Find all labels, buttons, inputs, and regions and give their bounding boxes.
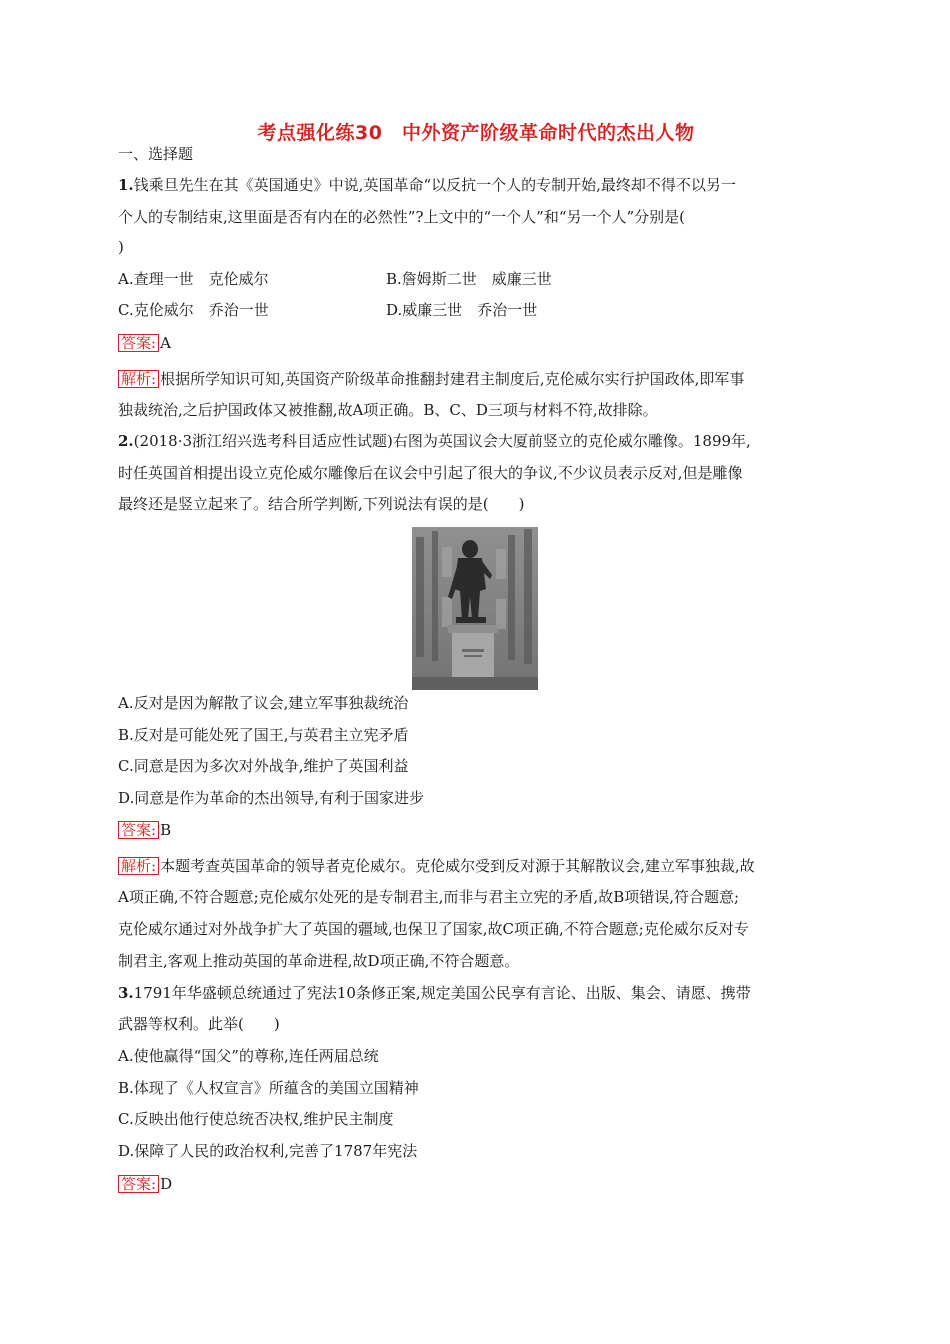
analysis-text: 独裁统治,之后护国政体又被推翻,故A项正确。B、C、D三项与材料不符,故排除。 — [118, 401, 658, 419]
answer-value: A — [160, 334, 171, 352]
option-c: C.同意是因为多次对外战争,维护了英国利益 — [118, 757, 409, 775]
question-number: 1. — [118, 176, 134, 194]
analysis-line — [118, 370, 744, 388]
answer-line — [118, 1175, 172, 1193]
option-d: D.威廉三世 乔治一世 — [386, 301, 538, 319]
answer-value: D — [160, 1175, 173, 1193]
question-text: ) — [118, 238, 124, 256]
answer-tag: 答案: — [118, 821, 159, 839]
option-b: B.反对是可能处死了国王,与英君主立宪矛盾 — [118, 726, 409, 744]
question-text: 最终还是竖立起来了。结合所学判断,下列说法有误的是( ) — [118, 495, 525, 513]
analysis-tag: 解析: — [118, 857, 159, 875]
analysis-text: 本题考查英国革命的领导者克伦威尔。克伦威尔受到反对源于其解散议会,建立军事独裁,故 — [160, 857, 755, 875]
question-text: 个人的专制结束,这里面是否有内在的必然性”?上文中的“一个人”和“另一个人”分别是( — [118, 208, 686, 226]
statue-image — [412, 527, 538, 690]
question-text: 钱乘旦先生在其《英国通史》中说,英国革命“以反抗一个人的专制开始,最终却不得不以另一 — [133, 176, 736, 194]
page-title: 考点强化练30 中外资产阶级革命时代的杰出人物 — [257, 122, 695, 144]
question-number: 2. — [118, 432, 134, 450]
analysis-text: 克伦威尔通过对外战争扩大了英国的疆域,也保卫了国家,故C项正确,不符合题意;克伦威尔反对专 — [118, 920, 749, 938]
analysis-text: 根据所学知识可知,英国资产阶级革命推翻封建君主制度后,克伦威尔实行护国政体,即军事 — [160, 370, 745, 388]
answer-line — [118, 821, 171, 839]
option-a: A.反对是因为解散了议会,建立军事独裁统治 — [118, 694, 409, 712]
analysis-tag: 解析: — [118, 370, 159, 388]
question-number: 3. — [118, 984, 134, 1002]
question-text: 1791年华盛顿总统通过了宪法10条修正案,规定美国公民享有言论、出版、集会、请愿、携带 — [133, 984, 751, 1002]
question-text: (2018·3浙江绍兴选考科目适应性试题)右图为英国议会大厦前竖立的克伦威尔雕像。1899年, — [133, 432, 751, 450]
option-b: B.詹姆斯二世 威廉三世 — [386, 270, 552, 288]
answer-line — [118, 334, 171, 352]
option-c: C.克伦威尔 乔治一世 — [118, 301, 269, 319]
cromwell-statue-photo — [412, 527, 538, 690]
section-heading: 一、选择题 — [118, 145, 194, 163]
option-b: B.体现了《人权宣言》所蕴含的美国立国精神 — [118, 1079, 419, 1097]
option-d: D.保障了人民的政治权利,完善了1787年宪法 — [118, 1142, 418, 1160]
option-d: D.同意是作为革命的杰出领导,有利于国家进步 — [118, 789, 425, 807]
question-text: 武器等权利。此举( ) — [118, 1015, 280, 1033]
analysis-text: 制君主,客观上推动英国的革命进程,故D项正确,不符合题意。 — [118, 952, 520, 970]
answer-tag: 答案: — [118, 1175, 159, 1193]
option-c: C.反映出他行使总统否决权,维护民主制度 — [118, 1110, 394, 1128]
option-a: A.使他赢得“国父”的尊称,连任两届总统 — [118, 1047, 379, 1065]
answer-value: B — [160, 821, 172, 839]
option-a: A.查理一世 克伦威尔 — [118, 270, 269, 288]
answer-tag: 答案: — [118, 334, 159, 352]
analysis-line — [118, 857, 755, 875]
question-text: 时任英国首相提出设立克伦威尔雕像后在议会中引起了很大的争议,不少议员表示反对,但是雕像 — [118, 464, 743, 482]
analysis-text: A项正确,不符合题意;克伦威尔处死的是专制君主,而非与君主立宪的矛盾,故B项错误,符合题意; — [118, 888, 740, 906]
